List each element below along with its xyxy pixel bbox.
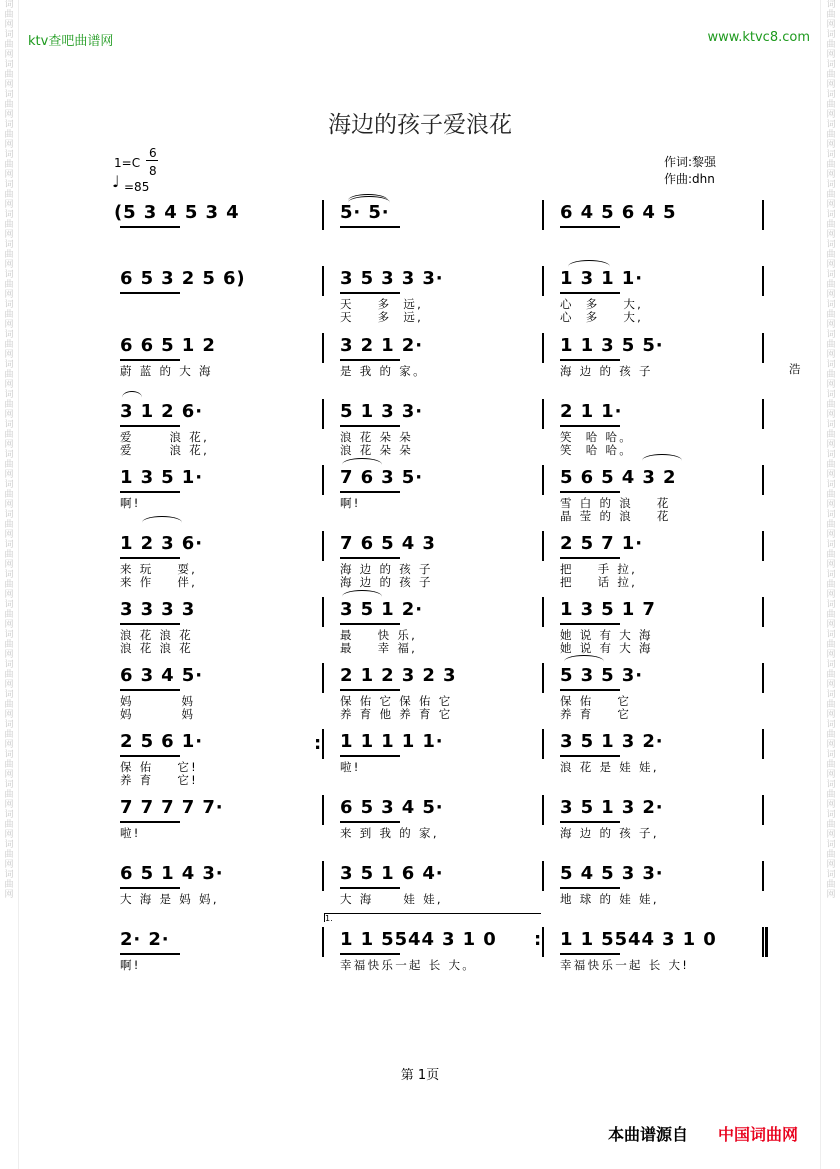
final-barline: [765, 927, 768, 957]
beam-underline: [560, 292, 620, 294]
measure-notes: 1 3 5 1 7: [560, 599, 656, 620]
lyric-line: 浪 花 朵 朵: [340, 443, 414, 457]
beam-underline: [120, 953, 180, 955]
extra-lyric: 浩: [789, 362, 803, 376]
barline: [762, 795, 764, 825]
barline: [762, 861, 764, 891]
beam-underline: [340, 226, 400, 228]
lyric-line: 幸福快乐一起 长 大。: [340, 958, 477, 972]
beam-underline: [340, 821, 400, 823]
beam-underline: [120, 755, 180, 757]
beam-underline: [340, 557, 400, 559]
measure-notes: 3 5 1 2·: [340, 599, 423, 620]
left-margin-line: [18, 0, 19, 1169]
lyric-line: 浪 花 浪 花: [120, 628, 194, 642]
slur-arc: [348, 194, 388, 207]
measure-notes: 2 5 7 1·: [560, 533, 643, 554]
measure-notes: 5· 5·: [340, 202, 390, 223]
barline: [322, 531, 324, 561]
slur-arc: [642, 454, 682, 467]
slur-arc: [568, 260, 610, 273]
beam-underline: [120, 821, 180, 823]
lyric-line: 啦!: [120, 826, 141, 840]
beam-underline: [340, 623, 400, 625]
measure-notes: 1 2 3 6·: [120, 533, 203, 554]
slur-arc: [342, 458, 382, 471]
measure-notes: 1 1 3 5 5·: [560, 335, 664, 356]
slur-arc: [122, 391, 142, 404]
lyric-line: 雪 白 的 浪 花: [560, 496, 671, 510]
measure-notes: 7 6 5 4 3: [340, 533, 436, 554]
measure-notes: 6 5 3 2 5 6): [120, 268, 246, 289]
site-header-left[interactable]: ktv查吧曲谱网: [28, 34, 114, 49]
beam-underline: [560, 623, 620, 625]
lyric-line: 来 到 我 的 家,: [340, 826, 439, 840]
measure-notes: 7 6 3 5·: [340, 467, 423, 488]
barline: [762, 531, 764, 561]
barline: [762, 200, 764, 230]
beam-underline: [560, 425, 620, 427]
barline: [762, 399, 764, 429]
measure-notes: 2· 2·: [120, 929, 170, 950]
measure-notes: 1 3 1 1·: [560, 268, 643, 289]
lyric-line: 养 育 他 养 育 它: [340, 707, 453, 721]
beam-underline: [120, 557, 180, 559]
left-watermark-strip: 词曲网词曲网词曲网词曲网词曲网词曲网词曲网词曲网词曲网词曲网词曲网词曲网词曲网词曲网词曲网词曲网词曲网词曲网词曲网词曲网词曲网词曲网词曲网词曲网词曲网词曲网词曲网词曲网词曲网词曲网: [4, 0, 14, 900]
lyric-line: 蔚 蓝 的 大 海: [120, 364, 213, 378]
beam-underline: [120, 689, 180, 691]
barline: [322, 795, 324, 825]
lyric-line: 天 多 远,: [340, 297, 424, 311]
lyric-line: 把 话 拉,: [560, 575, 638, 589]
measure-notes: 1 1 5544 3 1 0: [560, 929, 717, 950]
lyric-line: 爱 浪 花,: [120, 430, 210, 444]
barline: [322, 729, 324, 759]
footer-site-name[interactable]: 中国词曲网: [718, 1125, 799, 1144]
measure-notes: 1 3 5 1·: [120, 467, 203, 488]
barline: [322, 927, 324, 957]
repeat-sign: :: [534, 929, 543, 950]
barline: [322, 399, 324, 429]
beam-underline: [340, 491, 400, 493]
lyric-line: 大 海 是 妈 妈,: [120, 892, 219, 906]
lyric-line: 养 育 它!: [120, 773, 199, 787]
lyric-line: 心 多 大,: [560, 297, 644, 311]
measure-notes: 6 5 1 4 3·: [120, 863, 224, 884]
slur-arc: [564, 655, 604, 668]
slur-arc: [342, 590, 382, 603]
barline: [322, 465, 324, 495]
barline: [542, 795, 544, 825]
measure-notes: 3 5 3 3 3·: [340, 268, 444, 289]
measure-notes: 3 1 2 6·: [120, 401, 203, 422]
lyric-line: 啦!: [340, 760, 361, 774]
measure-notes: 2 1 2 3 2 3: [340, 665, 457, 686]
measure-notes: 1 1 1 1 1·: [340, 731, 444, 752]
song-title: 海边的孩子爱浪花: [328, 112, 512, 138]
time-signature-bottom: 8: [149, 164, 157, 178]
beam-underline: [340, 359, 400, 361]
lyric-line: 她 说 有 大 海: [560, 641, 653, 655]
measure-notes: 2 5 6 1·: [120, 731, 203, 752]
barline: [542, 927, 544, 957]
beam-underline: [120, 491, 180, 493]
lyric-line: 幸福快乐一起 长 大!: [560, 958, 690, 972]
measure-notes: 3 5 1 3 2·: [560, 731, 664, 752]
beam-underline: [560, 953, 620, 955]
lyric-line: 保 佑 它!: [120, 760, 199, 774]
beam-underline: [340, 953, 400, 955]
lyric-line: 最 幸 福,: [340, 641, 418, 655]
lyric-line: 是 我 的 家。: [340, 364, 427, 378]
barline: [542, 663, 544, 693]
page-number: 第 1页: [400, 1068, 440, 1083]
barline: [322, 333, 324, 363]
lyric-line: 地 球 的 娃 娃,: [560, 892, 659, 906]
lyric-line: 笑 哈 哈。: [560, 443, 634, 457]
barline: [762, 927, 764, 957]
volta-bracket: 1.: [324, 913, 541, 922]
barline: [542, 333, 544, 363]
beam-underline: [120, 887, 180, 889]
right-watermark-strip: 词曲网词曲网词曲网词曲网词曲网词曲网词曲网词曲网词曲网词曲网词曲网词曲网词曲网词曲网词曲网词曲网词曲网词曲网词曲网词曲网词曲网词曲网词曲网词曲网词曲网词曲网词曲网词曲网词曲网词曲网: [826, 0, 836, 900]
time-signature-line: [146, 160, 158, 161]
beam-underline: [560, 226, 620, 228]
measure-notes: 6 5 3 4 5·: [340, 797, 444, 818]
beam-underline: [560, 557, 620, 559]
lyric-line: 心 多 大,: [560, 310, 644, 324]
lyric-line: 她 说 有 大 海: [560, 628, 653, 642]
lyric-line: 海 边 的 孩 子,: [560, 826, 659, 840]
barline: [762, 597, 764, 627]
lyric-line: 浪 花 是 娃 娃,: [560, 760, 659, 774]
lyricist-credit: 作词:黎强: [664, 155, 717, 169]
beam-underline: [340, 755, 400, 757]
barline: [542, 465, 544, 495]
composer-credit: 作曲:dhn: [664, 172, 715, 186]
lyric-line: 爱 浪 花,: [120, 443, 210, 457]
measure-notes: 6 4 5 6 4 5: [560, 202, 677, 223]
beam-underline: [120, 226, 180, 228]
barline: [542, 399, 544, 429]
repeat-sign: :: [314, 733, 323, 754]
measure-notes: 5 4 5 3 3·: [560, 863, 664, 884]
barline: [762, 729, 764, 759]
beam-underline: [340, 292, 400, 294]
measure-notes: 5 6 5 4 3 2: [560, 467, 677, 488]
lyric-line: 保 佑 它 保 佑 它: [340, 694, 453, 708]
barline: [542, 200, 544, 230]
lyric-line: 啊!: [120, 958, 141, 972]
lyric-line: 海 边 的 孩 子: [340, 575, 433, 589]
lyric-line: 笑 哈 哈。: [560, 430, 634, 444]
beam-underline: [340, 887, 400, 889]
beam-underline: [120, 359, 180, 361]
site-header-right[interactable]: www.ktvc8.com: [707, 30, 810, 45]
lyric-line: 把 手 拉,: [560, 562, 638, 576]
lyric-line: 养 育 它: [560, 707, 632, 721]
quarter-note-icon: ♩: [112, 172, 120, 191]
barline: [542, 531, 544, 561]
lyric-line: 天 多 远,: [340, 310, 424, 324]
footer-source-label: 本曲谱源自: [608, 1125, 689, 1144]
barline: [762, 266, 764, 296]
lyric-line: 浪 花 浪 花: [120, 641, 194, 655]
barline: [542, 861, 544, 891]
barline: [542, 266, 544, 296]
barline: [322, 597, 324, 627]
time-signature-top: 6: [149, 146, 157, 160]
measure-notes: 5 3 5 3·: [560, 665, 643, 686]
beam-underline: [560, 689, 620, 691]
beam-underline: [560, 491, 620, 493]
beam-underline: [560, 755, 620, 757]
beam-underline: [120, 623, 180, 625]
barline: [542, 729, 544, 759]
measure-notes: 3 5 1 3 2·: [560, 797, 664, 818]
measure-notes: 6 6 5 1 2: [120, 335, 216, 356]
lyric-line: 最 快 乐,: [340, 628, 418, 642]
barline: [762, 663, 764, 693]
barline: [322, 861, 324, 891]
measure-notes: 3 2 1 2·: [340, 335, 423, 356]
measure-notes: 7 7 7 7 7·: [120, 797, 224, 818]
lyric-line: 来 作 伴,: [120, 575, 198, 589]
beam-underline: [560, 887, 620, 889]
measure-notes: (5 3 4 5 3 4: [114, 202, 240, 223]
barline: [762, 465, 764, 495]
measure-notes: 5 1 3 3·: [340, 401, 423, 422]
measure-notes: 6 3 4 5·: [120, 665, 203, 686]
beam-underline: [560, 359, 620, 361]
lyric-line: 海 边 的 孩 子: [340, 562, 433, 576]
lyric-line: 大 海 娃 娃,: [340, 892, 443, 906]
barline: [322, 266, 324, 296]
barline: [322, 663, 324, 693]
lyric-line: 浪 花 朵 朵: [340, 430, 414, 444]
lyric-line: 来 玩 耍,: [120, 562, 198, 576]
beam-underline: [340, 425, 400, 427]
measure-notes: 2 1 1·: [560, 401, 623, 422]
barline: [762, 333, 764, 363]
lyric-line: 海 边 的 孩 子: [560, 364, 653, 378]
lyric-line: 妈 妈: [120, 707, 196, 721]
slur-arc: [142, 516, 182, 529]
beam-underline: [120, 425, 180, 427]
measure-notes: 1 1 5544 3 1 0: [340, 929, 497, 950]
barline: [322, 200, 324, 230]
measure-notes: 3 3 3 3: [120, 599, 196, 620]
lyric-line: 保 佑 它: [560, 694, 632, 708]
barline: [542, 597, 544, 627]
measure-notes: 3 5 1 6 4·: [340, 863, 444, 884]
lyric-line: 晶 莹 的 浪 花: [560, 509, 671, 523]
lyric-line: 啊!: [340, 496, 361, 510]
beam-underline: [340, 689, 400, 691]
beam-underline: [120, 292, 180, 294]
right-margin-line: [820, 0, 821, 1169]
lyric-line: 妈 妈: [120, 694, 196, 708]
tempo-marking: =85: [124, 180, 150, 194]
key-signature: 1=C: [114, 156, 141, 170]
beam-underline: [560, 821, 620, 823]
lyric-line: 啊!: [120, 496, 141, 510]
